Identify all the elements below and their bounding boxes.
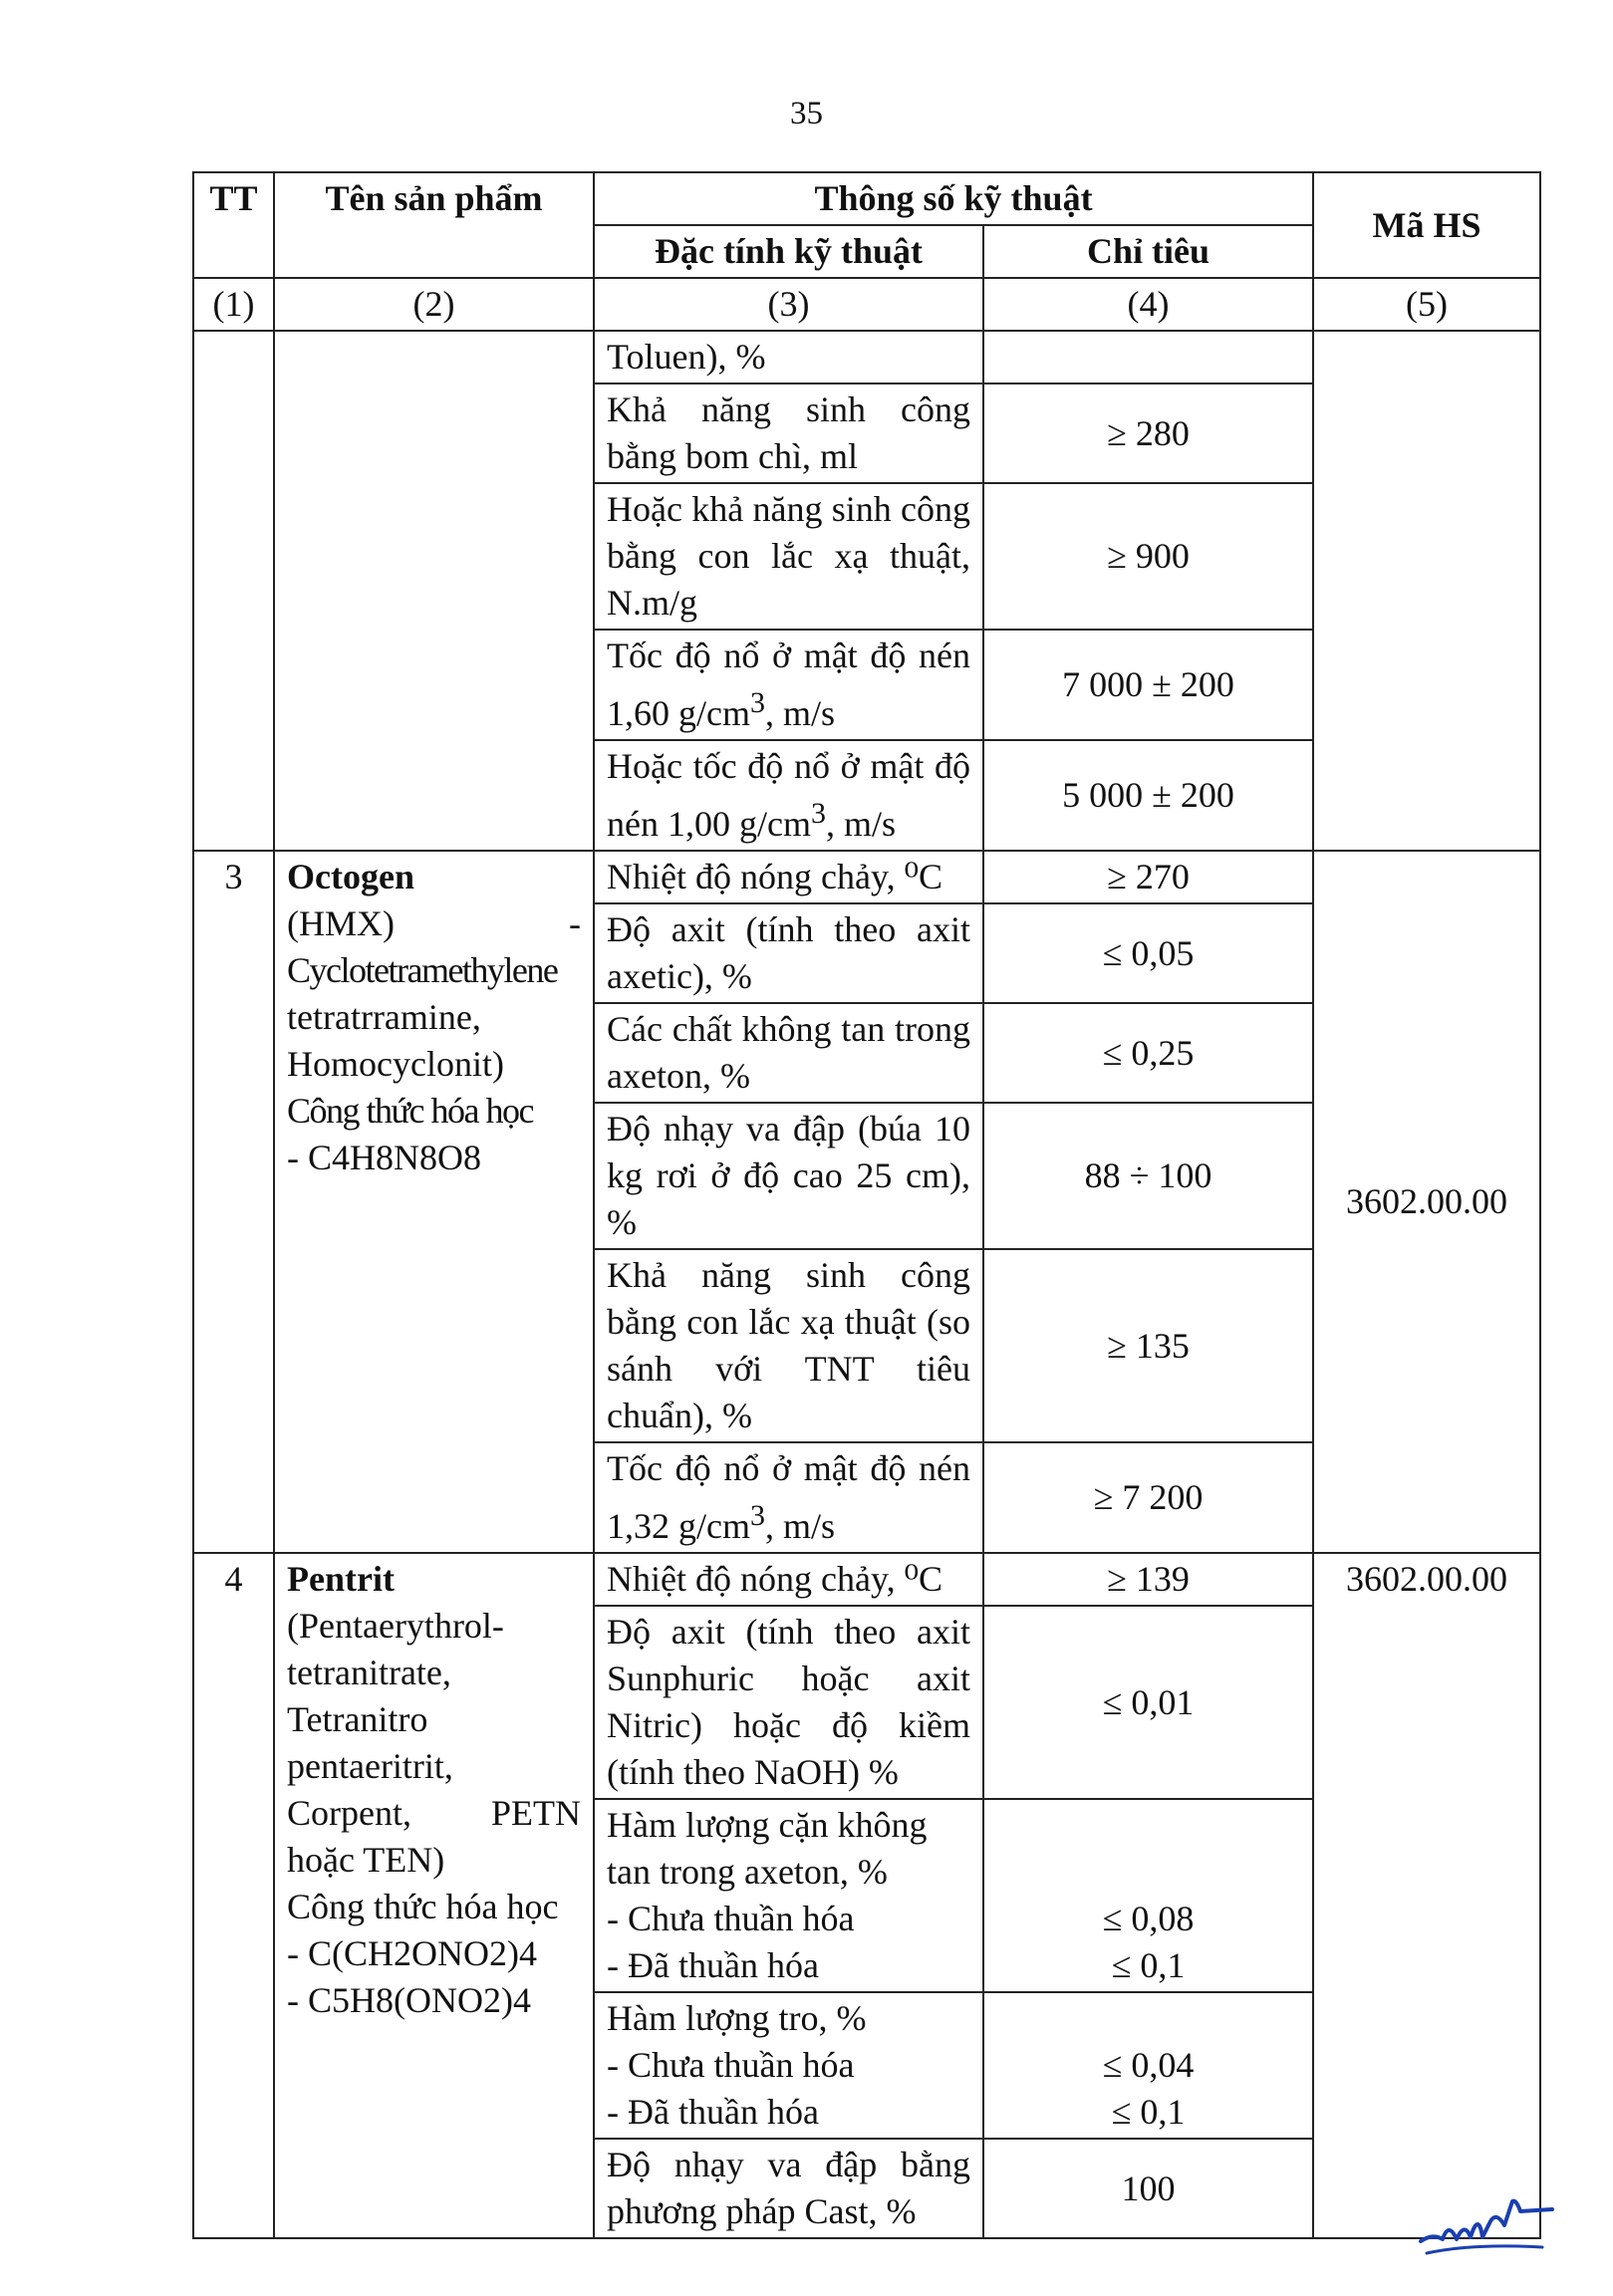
value-cell: ≤ 0,08 ≤ 0,1 — [983, 1799, 1313, 1992]
value-cell: ≥ 7 200 — [983, 1442, 1313, 1553]
product-name: Pentrit — [287, 1559, 395, 1599]
header-num-4: (4) — [983, 278, 1313, 331]
product-desc: pentaeritrit, — [287, 1746, 453, 1786]
chemical-formula: - C4H8N8O8 — [287, 1138, 481, 1177]
product-name: Octogen — [287, 857, 414, 896]
product-cell-empty — [274, 331, 594, 851]
formula-label: Công thức hóa học — [287, 1887, 559, 1926]
value-cell: 7 000 ± 200 — [983, 630, 1313, 740]
tt-cell: 4 — [193, 1553, 274, 2238]
product-desc: tetratrramine, — [287, 997, 481, 1037]
header-num-1: (1) — [193, 278, 274, 331]
characteristic-cell: Độ nhạy va đập bằng phương pháp Cast, % — [594, 2139, 983, 2238]
specification-table — [192, 171, 1541, 2239]
header-num-3: (3) — [594, 278, 983, 331]
hs-code-cell-empty — [1313, 331, 1540, 851]
signature-mark — [1413, 2181, 1562, 2261]
value-cell: ≥ 900 — [983, 483, 1313, 630]
header-num-2: (2) — [274, 278, 594, 331]
value-cell: ≥ 139 — [983, 1553, 1313, 1606]
characteristic-cell: Độ nhạy va đập (búa 10 kg rơi ở độ cao 25 cm), % — [594, 1103, 983, 1249]
value-cell: ≥ 270 — [983, 851, 1313, 903]
table-row — [193, 851, 1540, 903]
product-desc: hoặc TEN) — [287, 1840, 445, 1880]
characteristic-cell: Hoặc tốc độ nổ ở mật độ nén 1,00 $g/cm^3$, m/s — [594, 740, 983, 851]
characteristic-cell: Khả năng sinh công bằng bom chì, ml — [594, 383, 983, 483]
product-desc: Corpent, PETN — [287, 1793, 581, 1833]
value-cell: ≤ 0,01 — [983, 1606, 1313, 1799]
characteristic-cell: Các chất không tan trong axeton, % — [594, 1003, 983, 1103]
header-characteristic: Đặc tính kỹ thuật — [594, 225, 983, 278]
product-desc: Tetranitro — [287, 1699, 428, 1739]
header-product-name: Tên sản phẩm — [274, 172, 594, 278]
chemical-formula: - C5H8(ONO2)4 — [287, 1980, 531, 2020]
characteristic-cell: Tốc độ nổ ở mật độ nén 1,60 $g/cm^3$, m/s — [594, 630, 983, 740]
value-cell: 88 ÷ 100 — [983, 1103, 1313, 1249]
product-desc: Homocyclonit) — [287, 1044, 504, 1084]
value-cell: ≤ 0,05 — [983, 903, 1313, 1003]
chemical-formula: - C(CH2ONO2)4 — [287, 1933, 537, 1973]
tt-cell-empty — [193, 331, 274, 851]
product-cell-pentrit — [274, 1553, 594, 2238]
characteristic-cell: Độ axit (tính theo axit axetic), % — [594, 903, 983, 1003]
characteristic-cell: Hoặc khả năng sinh công bằng con lắc xạ thuật, N.m/g — [594, 483, 983, 630]
value-cell: 100 — [983, 2139, 1313, 2238]
characteristic-cell: Nhiệt độ nóng chảy, ⁰C — [594, 851, 983, 903]
value-cell: ≤ 0,04 ≤ 0,1 — [983, 1992, 1313, 2139]
characteristic-cell: Khả năng sinh công bằng con lắc xạ thuật (so sánh với TNT tiêu chuẩn), % — [594, 1249, 983, 1442]
product-desc: (HMX) — [287, 903, 395, 943]
header-spec-group: Thông số kỹ thuật — [594, 172, 1313, 225]
product-desc: tetranitrate, — [287, 1653, 451, 1692]
tt-cell: 3 — [193, 851, 274, 1553]
value-cell — [983, 331, 1313, 383]
hs-code-cell: 3602.00.00 — [1313, 1553, 1540, 2238]
value-cell: ≤ 0,25 — [983, 1003, 1313, 1103]
characteristic-cell: Hàm lượng tro, % - Chưa thuần hóa - Đã thuần hóa — [594, 1992, 983, 2139]
product-cell-octogen — [274, 851, 594, 1553]
characteristic-cell: Nhiệt độ nóng chảy, ⁰C — [594, 1553, 983, 1606]
characteristic-cell: Độ axit (tính theo axit Sunphuric hoặc axit Nitric) hoặc độ kiềm (tính theo NaOH) % — [594, 1606, 983, 1799]
table-row — [193, 331, 1540, 383]
value-cell: ≥ 135 — [983, 1249, 1313, 1442]
product-desc: (Pentaerythrol- — [287, 1606, 504, 1646]
page-number: 35 — [790, 96, 823, 131]
header-criterion: Chỉ tiêu — [983, 225, 1313, 278]
hs-code-cell: 3602.00.00 — [1313, 851, 1540, 1553]
product-desc-dash: - — [569, 903, 581, 943]
value-cell: 5 000 ± 200 — [983, 740, 1313, 851]
formula-label: Công thức hóa học — [287, 1091, 533, 1131]
value-cell: ≥ 280 — [983, 383, 1313, 483]
characteristic-cell: Hàm lượng cặn không tan trong axeton, % - Chưa thuần hóa - Đã thuần hóa — [594, 1799, 983, 1992]
product-desc: Cyclotetramethylene — [287, 950, 558, 990]
header-hs-code: Mã HS — [1313, 172, 1540, 278]
header-tt: TT — [193, 172, 274, 278]
characteristic-cell: Toluen), % — [594, 331, 983, 383]
table-row — [193, 1553, 1540, 1606]
header-num-5: (5) — [1313, 278, 1540, 331]
characteristic-cell: Tốc độ nổ ở mật độ nén 1,32 $g/cm^3$, m/s — [594, 1442, 983, 1553]
